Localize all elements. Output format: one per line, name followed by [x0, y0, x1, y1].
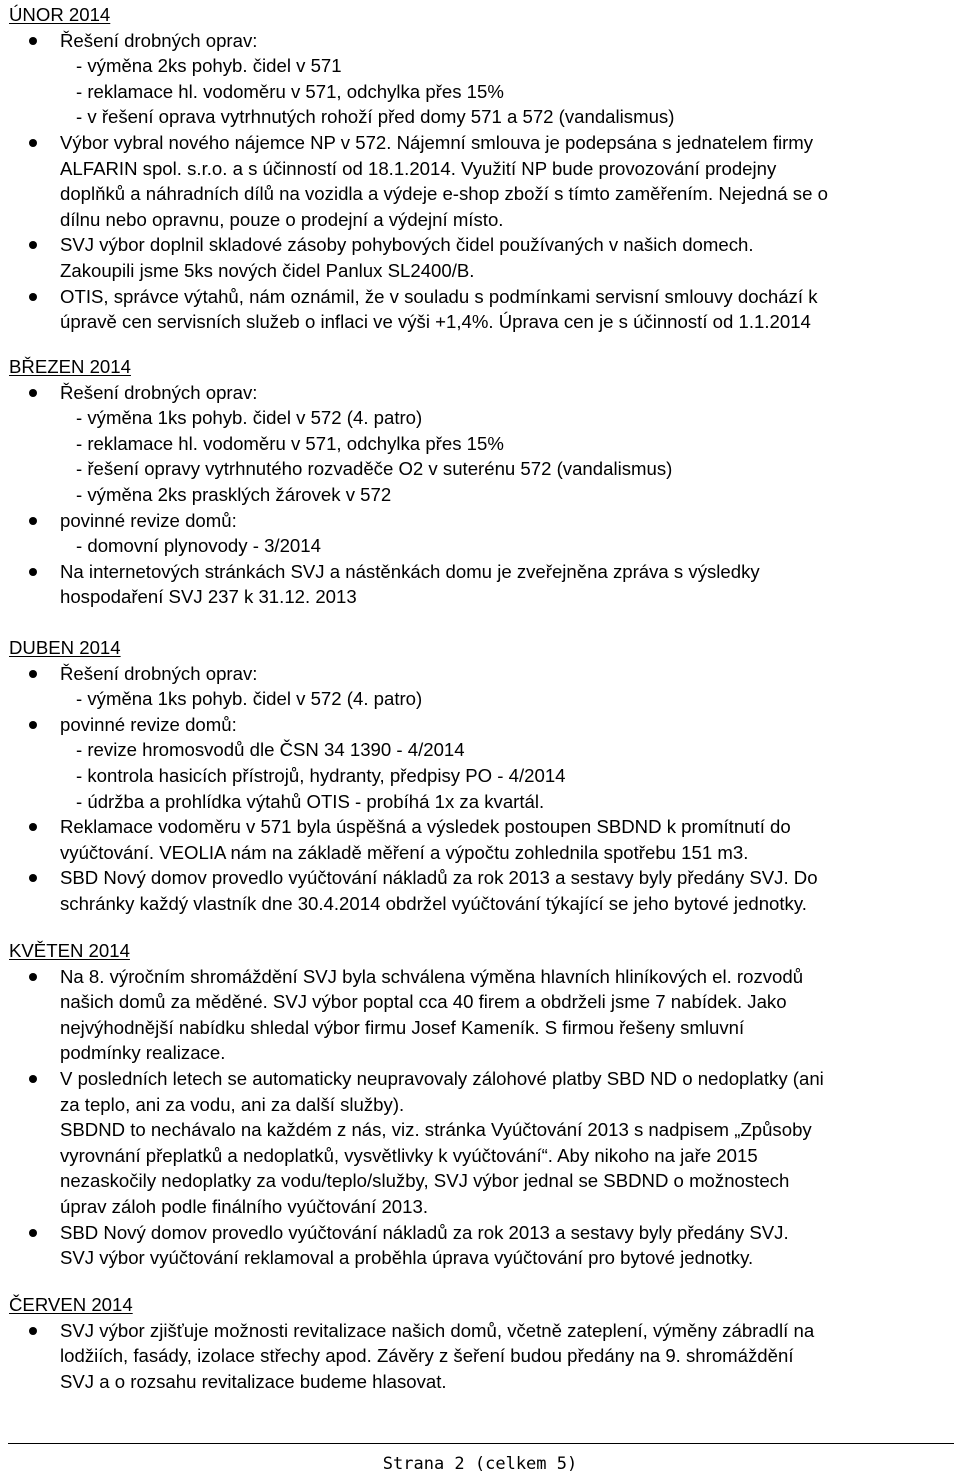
list-item-text: Na 8. výročním shromáždění SVJ byla schválena výměna hlavních hliníkových el. rozvodů [60, 965, 804, 987]
bullet-icon [29, 1327, 37, 1335]
list-item-text: OTIS, správce výtahů, nám oznámil, že v souladu s podmínkami servisní smlouvy dochází k [60, 285, 818, 307]
list-item-continuation: dílnu nebo opravnu, pouze o prodejní a výdejní místo. [60, 208, 504, 230]
sub-item-text: - výměna 2ks prasklých žárovek v 572 [76, 484, 392, 505]
sub-item-text: - řešení opravy vytrhnutého rozvaděče O2 v suterénu 572 (vandalismus) [76, 458, 673, 480]
list-item-continuation: nezaskočily nedoplatky za vodu/teplo/služby, SVJ výbor jednal se SBDND o možnostech [60, 1170, 790, 1192]
list-item-continuation: lodžiích, fasády, izolace střechy apod. Závěry z šeření budou předány na 9. shromáždění [60, 1345, 794, 1367]
list-item-text: Na internetových stránkách SVJ a nástěnkách domu je zveřejněna zpráva s výsledky [60, 560, 760, 582]
sub-item-text: - reklamace hl. vodoměru v 571, odchylka přes 15% [76, 80, 504, 102]
list-item-continuation: úpravě cen servisních služeb o inflaci ve výši +1,4%. Úprava cen je s účinností od 1.1.2014 [60, 311, 811, 333]
list-item-continuation: podmínky realizace. [60, 1042, 226, 1064]
sub-item-text: - výměna 1ks pohyb. čidel v 572 (4. patro) [76, 407, 423, 429]
bullet-icon [29, 670, 37, 678]
bullet-icon [29, 37, 37, 45]
list-item-continuation: Zakoupili jsme 5ks nových čidel Panlux SL2400/B. [60, 260, 475, 281]
month-heading: DUBEN 2014 [9, 637, 121, 658]
list-item-continuation: našich domů za měděné. SVJ výbor poptal cca 40 firem a obdrželi jsme 7 nabídek. Jako [60, 991, 787, 1013]
sub-item-text: - domovní plynovody - 3/2014 [76, 535, 321, 557]
list-item-text: V posledních letech se automaticky neupravovaly zálohové platby SBD ND o nedoplatky (ani [60, 1068, 824, 1089]
month-heading: ÚNOR 2014 [9, 4, 111, 25]
list-item-continuation: doplňků a náhradních dílů na vozidla a výdeje e-shop zboží s tímto zaměřením. Nejedná se o [60, 183, 828, 205]
bullet-icon [29, 721, 37, 729]
sub-item-text: - výměna 1ks pohyb. čidel v 572 (4. patro) [76, 688, 423, 710]
list-item-text: Řešení drobných oprav: [60, 29, 258, 51]
list-item-text: Řešení drobných oprav: [60, 662, 258, 684]
list-item-text: Výbor vybral nového nájemce NP v 572. Nájemní smlouva je podepsána s jednatelem firmy [60, 132, 814, 153]
bullet-icon [29, 1075, 37, 1083]
bullet-icon [29, 293, 37, 301]
list-item-text: SBD Nový domov provedlo vyúčtování nákladů za rok 2013 a sestavy byly předány SVJ. Do [60, 867, 818, 889]
list-item-text: povinné revize domů: [60, 713, 237, 735]
list-item-continuation: SVJ a o rozsahu revitalizace budeme hlasovat. [60, 1370, 447, 1392]
bullet-icon [29, 568, 37, 576]
list-item-text: Reklamace vodoměru v 571 byla úspěšná a výsledek postoupen SBDND k promítnutí do [60, 816, 791, 838]
bullet-icon [29, 874, 37, 882]
list-item-continuation: nejvýhodnější nabídku shledal výbor firmu Josef Kameník. S firmou řešeny smluvní [60, 1016, 745, 1038]
list-item-continuation: za teplo, ani za vodu, ani za další služby). [60, 1093, 405, 1115]
list-item-text: SVJ výbor doplnil skladové zásoby pohybových čidel používaných v našich domech. [60, 234, 754, 256]
list-item-continuation: schránky každý vlastník dne 30.4.2014 obdržel vyúčtování týkající se jeho bytové jednotky. [60, 893, 807, 914]
list-item-continuation: ALFARIN spol. s.r.o. a s účinností od 18.1.2014. Využití NP bude provozování prodejny [60, 157, 777, 179]
footer-divider [8, 1443, 954, 1444]
month-heading: KVĚTEN 2014 [9, 940, 130, 961]
month-heading: BŘEZEN 2014 [9, 356, 131, 377]
sub-item-text: - revize hromosvodů dle ČSN 34 1390 - 4/2014 [76, 739, 465, 761]
list-item-continuation: úprav záloh podle finálního vyúčtování 2013. [60, 1196, 428, 1217]
list-item-continuation: hospodaření SVJ 237 k 31.12. 2013 [60, 586, 357, 608]
list-item-continuation: vyúčtování. VEOLIA nám na základě měření a výpočtu zohlednila spotřebu 151 m3. [60, 841, 749, 863]
list-item-text: SVJ výbor zjišťuje možnosti revitalizace našich domů, včetně zateplení, výměny zábradlí na [60, 1319, 815, 1341]
list-item-continuation: vyrovnání přeplatků a nedoplatků, vysvětlivky k vyúčtování“. Aby nikoho na jaře 2015 [60, 1144, 758, 1166]
sub-item-text: - kontrola hasicích přístrojů, hydranty, předpisy PO - 4/2014 [76, 765, 566, 786]
sub-item-text: - v řešení oprava vytrhnutých rohoží před domy 571 a 572 (vandalismus) [76, 106, 675, 128]
month-heading: ČERVEN 2014 [9, 1294, 133, 1315]
bullet-icon [29, 389, 37, 397]
bullet-icon [29, 1229, 37, 1237]
list-item-text: Řešení drobných oprav: [60, 381, 258, 403]
bullet-icon [29, 241, 37, 249]
sub-item-text: - údržba a prohlídka výtahů OTIS - probíhá 1x za kvartál. [76, 790, 545, 812]
list-item-text: SBD Nový domov provedlo vyúčtování nákladů za rok 2013 a sestavy byly předány SVJ. [60, 1221, 789, 1243]
sub-item-text: - výměna 2ks pohyb. čidel v 571 [76, 55, 342, 77]
bullet-icon [29, 973, 37, 981]
list-item-continuation: SBDND to nechávalo na každém z nás, viz. stránka Vyúčtování 2013 s nadpisem „Způsoby [60, 1119, 812, 1141]
list-item-text: povinné revize domů: [60, 509, 237, 531]
bullet-icon [29, 823, 37, 831]
bullet-icon [29, 139, 37, 147]
sub-item-text: - reklamace hl. vodoměru v 571, odchylka přes 15% [76, 432, 504, 454]
list-item-continuation: SVJ výbor vyúčtování reklamoval a proběhla úprava vyúčtování pro bytové jednotky. [60, 1247, 754, 1269]
bullet-icon [29, 517, 37, 525]
page-footer: Strana 2 (celkem 5) [382, 1454, 578, 1474]
